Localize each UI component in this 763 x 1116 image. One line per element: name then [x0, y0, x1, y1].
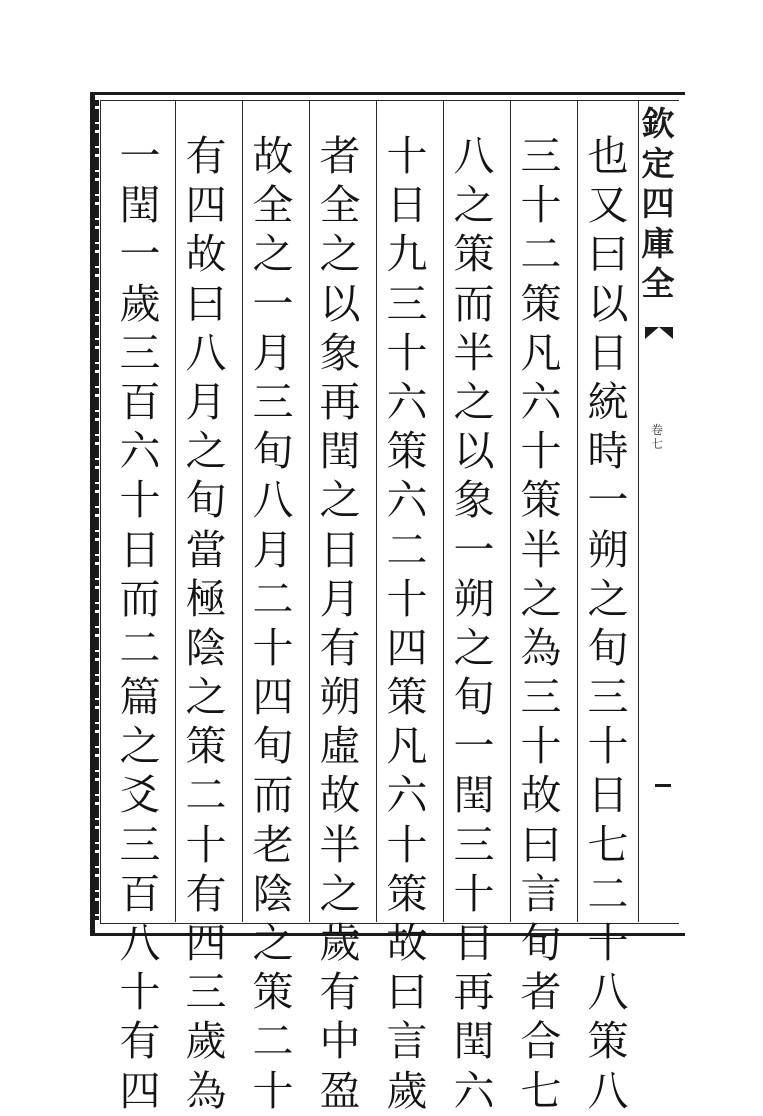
- character: 二: [587, 869, 629, 918]
- character: 十: [386, 574, 428, 623]
- character: 三: [185, 968, 227, 1017]
- character: 半: [453, 328, 495, 377]
- juan-character: 七: [650, 437, 663, 451]
- character: 歲: [185, 1017, 227, 1066]
- character: 中: [319, 1017, 361, 1066]
- character: 六: [386, 771, 428, 820]
- character: 象: [453, 476, 495, 525]
- character: 閏: [453, 1017, 495, 1066]
- character: 策: [520, 476, 562, 525]
- character: 而: [453, 279, 495, 328]
- character: 六: [520, 377, 562, 426]
- character: 策: [386, 869, 428, 918]
- character: 全: [252, 181, 294, 230]
- character: 曰: [185, 279, 227, 328]
- character: 月: [319, 574, 361, 623]
- character: 四: [185, 919, 227, 967]
- character: 二: [185, 771, 227, 820]
- character: 旬: [252, 427, 294, 476]
- character: 之: [453, 623, 495, 672]
- character: 月: [252, 328, 294, 377]
- character: 七: [520, 1066, 562, 1115]
- character: 象: [319, 328, 361, 377]
- character: 三: [520, 673, 562, 722]
- character: 策: [252, 968, 294, 1017]
- character: 篇: [119, 673, 161, 722]
- character: 曰: [587, 230, 629, 279]
- character: 六: [453, 1066, 495, 1115]
- character: 十: [453, 869, 495, 918]
- character: 十: [587, 919, 629, 967]
- character: 四: [119, 1066, 161, 1115]
- text-column-8: [110, 132, 170, 1115]
- character: 為: [185, 1066, 227, 1115]
- character: 日: [119, 525, 161, 574]
- character: 虛: [319, 722, 361, 771]
- character: 以: [319, 279, 361, 328]
- character: 二: [119, 623, 161, 672]
- character: 三: [587, 673, 629, 722]
- character: 半: [319, 820, 361, 869]
- character: 百: [119, 869, 161, 918]
- character: 有: [319, 623, 361, 672]
- character: 陰: [252, 869, 294, 918]
- character: 言: [386, 1017, 428, 1066]
- character: 一: [587, 476, 629, 525]
- character: 十: [119, 968, 161, 1017]
- character: 旬: [252, 722, 294, 771]
- text-column-7: [176, 132, 236, 1115]
- character: 一: [119, 132, 161, 180]
- title-character: 全: [641, 264, 675, 303]
- character: 故: [252, 132, 294, 180]
- character: 三: [119, 328, 161, 377]
- character: 全: [319, 181, 361, 230]
- text-column-5: [310, 132, 370, 1115]
- text-column-3: [444, 132, 504, 1115]
- character: 者: [520, 968, 562, 1017]
- character: 三: [386, 279, 428, 328]
- character: 者: [319, 132, 361, 180]
- character: 盈: [319, 1066, 361, 1115]
- character: 以: [587, 279, 629, 328]
- character: 之: [252, 919, 294, 967]
- character: 十: [386, 820, 428, 869]
- character: 統: [587, 377, 629, 426]
- character: 月: [185, 377, 227, 426]
- character: 策: [453, 230, 495, 279]
- character: 爻: [119, 771, 161, 820]
- character: 三: [252, 377, 294, 426]
- character: 之: [185, 427, 227, 476]
- character: 半: [520, 525, 562, 574]
- character: 四: [386, 623, 428, 672]
- character: 閏: [453, 771, 495, 820]
- character: 日: [587, 328, 629, 377]
- text-column-4: [377, 132, 437, 1115]
- character: 六: [119, 427, 161, 476]
- character: 十: [119, 476, 161, 525]
- character: 百: [119, 377, 161, 426]
- character: 四: [185, 181, 227, 230]
- character: 日: [587, 771, 629, 820]
- character: 有: [185, 132, 227, 180]
- title-character: 定: [641, 144, 675, 183]
- character: 有: [319, 968, 361, 1017]
- character: 八: [587, 1066, 629, 1115]
- character: 三: [520, 132, 562, 180]
- character: 十: [386, 328, 428, 377]
- character: 旬: [520, 919, 562, 967]
- character: 而: [252, 771, 294, 820]
- title-character: 欽: [641, 104, 675, 143]
- character: 以: [453, 427, 495, 476]
- character: 十: [386, 132, 428, 180]
- character: 二: [252, 1017, 294, 1066]
- character: 十: [587, 722, 629, 771]
- character: 又: [587, 181, 629, 230]
- character: 陰: [185, 623, 227, 672]
- character: 之: [319, 869, 361, 918]
- character: 再: [453, 968, 495, 1017]
- character: 為: [520, 623, 562, 672]
- character: 有: [119, 1017, 161, 1066]
- character: 朔: [587, 525, 629, 574]
- character: 歲: [119, 279, 161, 328]
- character: 八: [185, 328, 227, 377]
- character: 之: [119, 722, 161, 771]
- character: 二: [252, 574, 294, 623]
- character: 十: [520, 427, 562, 476]
- character: 之: [520, 574, 562, 623]
- character: 策: [386, 427, 428, 476]
- character: 六: [386, 377, 428, 426]
- character: 也: [587, 132, 629, 180]
- character: 十: [185, 820, 227, 869]
- character: 四: [252, 673, 294, 722]
- character: 故: [185, 230, 227, 279]
- character: 當: [185, 525, 227, 574]
- character: 日: [453, 919, 495, 967]
- character: 一: [252, 279, 294, 328]
- character: 合: [520, 1017, 562, 1066]
- character: 十: [252, 1066, 294, 1115]
- character: 凡: [386, 722, 428, 771]
- character: 八: [252, 476, 294, 525]
- character: 閏: [119, 181, 161, 230]
- character: 日: [319, 525, 361, 574]
- juan-label: [648, 423, 666, 451]
- character: 八: [587, 968, 629, 1017]
- character: 一: [453, 525, 495, 574]
- character: 再: [319, 377, 361, 426]
- character: 有: [185, 869, 227, 918]
- character: 朔: [319, 673, 361, 722]
- character: 旬: [453, 673, 495, 722]
- character: 七: [587, 820, 629, 869]
- character: 而: [119, 574, 161, 623]
- character: 旬: [587, 623, 629, 672]
- character: 十: [520, 181, 562, 230]
- text-column-6: [243, 132, 303, 1115]
- character: 六: [386, 476, 428, 525]
- character: 月: [252, 525, 294, 574]
- character: 老: [252, 820, 294, 869]
- character: 時: [587, 427, 629, 476]
- juan-character: 卷: [650, 423, 663, 437]
- character: 八: [119, 919, 161, 967]
- character: 凡: [520, 328, 562, 377]
- character: 一: [453, 722, 495, 771]
- character: 故: [386, 919, 428, 967]
- text-column-1: [578, 132, 638, 1115]
- character: 日: [386, 181, 428, 230]
- character: 十: [252, 623, 294, 672]
- character: 策: [520, 279, 562, 328]
- character: 故: [319, 771, 361, 820]
- character: 旬: [185, 476, 227, 525]
- character: 故: [520, 771, 562, 820]
- character: 之: [453, 181, 495, 230]
- margin-mark: [655, 784, 671, 787]
- character: 朔: [453, 574, 495, 623]
- character: 十: [520, 722, 562, 771]
- character: 策: [587, 1017, 629, 1066]
- character: 曰: [520, 820, 562, 869]
- character: 三: [453, 820, 495, 869]
- text-column-2: [511, 132, 571, 1115]
- character: 策: [386, 673, 428, 722]
- character: 歲: [386, 1066, 428, 1115]
- character: 九: [386, 230, 428, 279]
- character: 八: [453, 132, 495, 180]
- fish-tail-mark: [645, 327, 673, 339]
- character: 策: [185, 722, 227, 771]
- character: 歲: [319, 919, 361, 967]
- character: 言: [520, 869, 562, 918]
- character: 之: [587, 574, 629, 623]
- character: 曰: [386, 968, 428, 1017]
- character: 閏: [319, 427, 361, 476]
- character: 之: [185, 673, 227, 722]
- book-title: [641, 104, 675, 304]
- character: 三: [119, 820, 161, 869]
- character: 一: [119, 230, 161, 279]
- character: 之: [319, 230, 361, 279]
- character: 二: [520, 230, 562, 279]
- title-character: 庫: [641, 224, 675, 263]
- character: 之: [252, 230, 294, 279]
- character: 之: [453, 377, 495, 426]
- character: 極: [185, 574, 227, 623]
- character: 二: [386, 525, 428, 574]
- title-character: 四: [641, 184, 675, 223]
- character: 之: [319, 476, 361, 525]
